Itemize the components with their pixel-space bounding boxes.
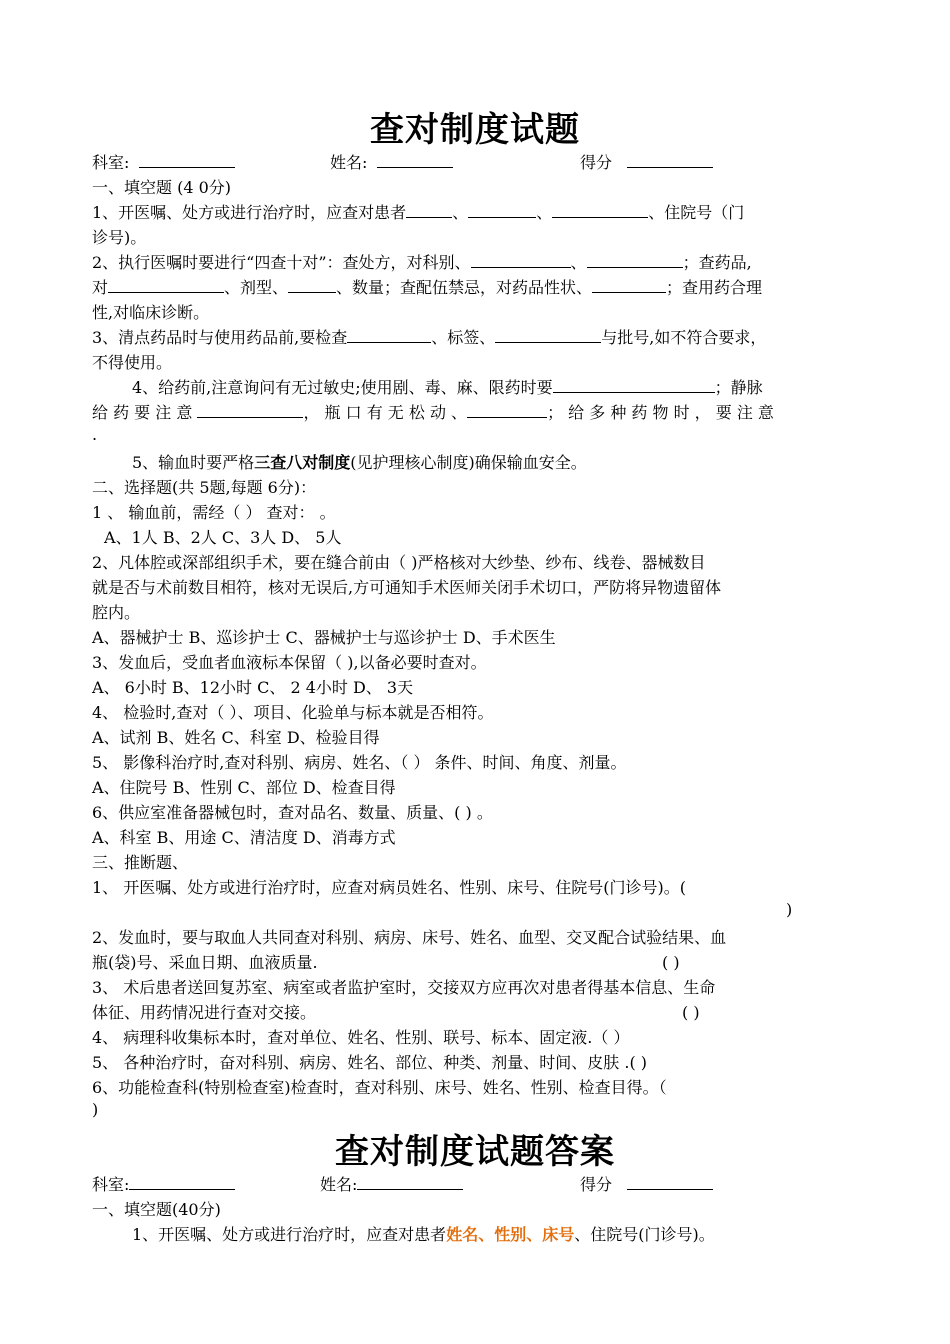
judge-q1: 1、 开医嘱、处方或进行治疗时，应查对病员姓名、性别、床号、住院号(门诊号)。( [92,878,686,897]
fill-q1-line2: 诊号)。 [92,228,147,247]
sep: 、 [536,203,553,222]
name-blank [377,152,453,168]
judge-q6: 6、功能检查科(特别检查室)检查时，查对科别、床号、姓名、性别、检查目得。（ [92,1078,667,1097]
fill-q1-tail: 、住院号（门 [648,203,745,222]
dept-blank [129,1174,235,1190]
choice-q6-options: A、科室 B、用途 C、清洁度 D、消毒方式 [92,828,396,847]
text: ；静脉 [714,378,763,397]
name-field [330,152,453,174]
choice-q1: 1 、 输血前，需经（ ） 查对： 。 [92,503,336,522]
answers-header-dept [92,1174,235,1196]
choice-q5-options: A、住院号 B、性别 C、部位 D、检查目得 [92,778,396,797]
section3-heading: 三、推断题、 [92,853,189,872]
fill-q4-line2 [92,402,774,424]
choice-q2-line2: 就是否与术前数目相符，核对无误后,方可通知手术医师关闭手术切口，严防将异物遗留体 [92,578,722,597]
text: 对 [92,278,109,297]
judge-q3-paren: ( ) [682,1003,700,1022]
fill-q4-line1 [132,377,763,399]
name-blank [357,1174,463,1190]
fill-q2-text: 2、执行医嘱时要进行“四查十对”：查处方，对科别、 [92,253,471,272]
choice-q5: 5、 影像科治疗时,查对科别、病房、姓名、（ ） 条件、时间、角度、剂量。 [92,753,627,772]
section1-heading: 一、填空题 (4 0分) [92,178,232,197]
text: ；查用药合理 [666,278,763,297]
judge-q4: 4、 病理科收集标本时，查对单位、姓名、性别、联号、标本、固定液.（ ） [92,1028,630,1047]
judge-q1-paren: ) [786,900,793,919]
text: ， 瓶 口 有 无 松 动 、 [303,403,468,422]
blank [495,327,601,343]
dept-label: 科室: [92,1175,130,1194]
text: 3、清点药品时与使用药品前,要检查 [92,328,348,347]
fill-q2-tail: ；查药品, [682,253,752,272]
choice-q2-line3: 腔内。 [92,603,141,622]
sep: 、 [452,203,469,222]
text: 4、给药前,注意询问有无过敏史;使用剧、毒、麻、限药时要 [132,378,553,397]
fill-q3-line1 [92,327,766,349]
blank [552,202,648,218]
fill-q2-line3: 性,对临床诊断。 [92,303,210,322]
text: 、住院号(门诊号)。 [574,1225,715,1244]
answer-highlight: 姓名、性别、床号 [446,1225,575,1244]
exam-header-row [92,152,235,174]
fill-q1-text: 1、开医嘱、处方或进行治疗时，应查对患者 [92,203,407,222]
text: 与批号,如不符合要求， [601,328,767,347]
score-blank [627,1174,713,1190]
text: (见护理核心制度)确保输血安全。 [350,453,587,472]
fill-q5-line [132,452,587,474]
fill-q1-line1 [92,202,744,224]
blank [108,277,224,293]
dept-blank [139,152,235,168]
fill-q2-line1 [92,252,752,274]
blank [471,252,571,268]
blank [592,277,666,293]
bold-term: 三查八对制度 [254,453,351,472]
fill-q2-line2 [92,277,762,299]
exam-title: 查对制度试题 [370,110,580,150]
name-label: 姓名: [330,153,368,172]
blank [553,377,715,393]
choice-q4: 4、 检验时,查对（ ）、项目、化验单与标本就是否相符。 [92,703,494,722]
judge-q2-line2: 瓶(袋)号、采血日期、血液质量. [92,953,318,972]
judge-q3-line1: 3、 术后患者送回复苏室、病室或者监护室时，交接双方应再次对患者得基本信息、生命 [92,978,716,997]
judge-q6-paren: ) [92,1100,99,1119]
judge-q3-line2: 体征、用药情况进行查对交接。 [92,1003,317,1022]
blank [468,202,536,218]
blank [288,277,336,293]
score-field [580,152,713,174]
fill-q3-line2: 不得使用。 [92,353,173,372]
answer-q1 [132,1224,715,1246]
blank [197,402,303,418]
choice-q4-options: A、试剂 B、姓名 C、科室 D、检验目得 [92,728,380,747]
choice-q6: 6、供应室准备器械包时，查对品名、数量、质量、( ) 。 [92,803,493,822]
blank [406,202,452,218]
fill-q4-line3: . [92,425,98,444]
answers-title: 查对制度试题答案 [335,1132,615,1172]
dept-label: 科室: [92,153,130,172]
score-blank [627,152,713,168]
answers-section1-heading: 一、填空题(40分) [92,1200,221,1219]
blank [467,402,547,418]
text: 、标签、 [431,328,496,347]
judge-q2-paren: ( ) [662,953,680,972]
score-label: 得分 [580,153,613,172]
judge-q2-line1: 2、发血时，要与取血人共同查对科别、病房、床号、姓名、血型、交叉配合试验结果、血 [92,928,727,947]
answers-header-name [320,1174,463,1196]
blank [587,252,683,268]
choice-q1-options: A、1人 B、2人 C、3人 D、 5人 [104,528,342,547]
text: 、剂型、 [224,278,289,297]
text: 1、开医嘱、处方或进行治疗时，应查对患者 [132,1225,447,1244]
answers-header-score [580,1174,713,1196]
choice-q2-options: A、器械护士 B、巡诊护士 C、器械护士与巡诊护士 D、手术医生 [92,628,556,647]
choice-q2-line1: 2、凡体腔或深部组织手术，要在缝合前由（ )严格核对大纱垫、纱布、线卷、器械数目 [92,553,706,572]
blank [347,327,431,343]
sep: 、 [570,253,587,272]
choice-q3-options: A、 6小时 B、12小时 C、 2 4小时 D、 3天 [92,678,414,697]
judge-q5: 5、 各种治疗时，奋对科别、病房、姓名、部位、种类、剂量、时间、皮肤 .( ) [92,1053,648,1072]
section2-heading: 二、选择题(共 5题,每题 6分)： [92,478,317,497]
choice-q3: 3、发血后，受血者血液标本保留（ ),以备必要时查对。 [92,653,487,672]
text: 给 药 要 注 意 [92,403,193,422]
text: 、数量；查配伍禁忌，对药品性状、 [336,278,593,297]
text: ； 给 多 种 药 物 时 ， 要 注 意 [547,403,774,422]
name-label: 姓名: [320,1175,358,1194]
score-label: 得分 [580,1175,613,1194]
text: 5、输血时要严格 [132,453,255,472]
